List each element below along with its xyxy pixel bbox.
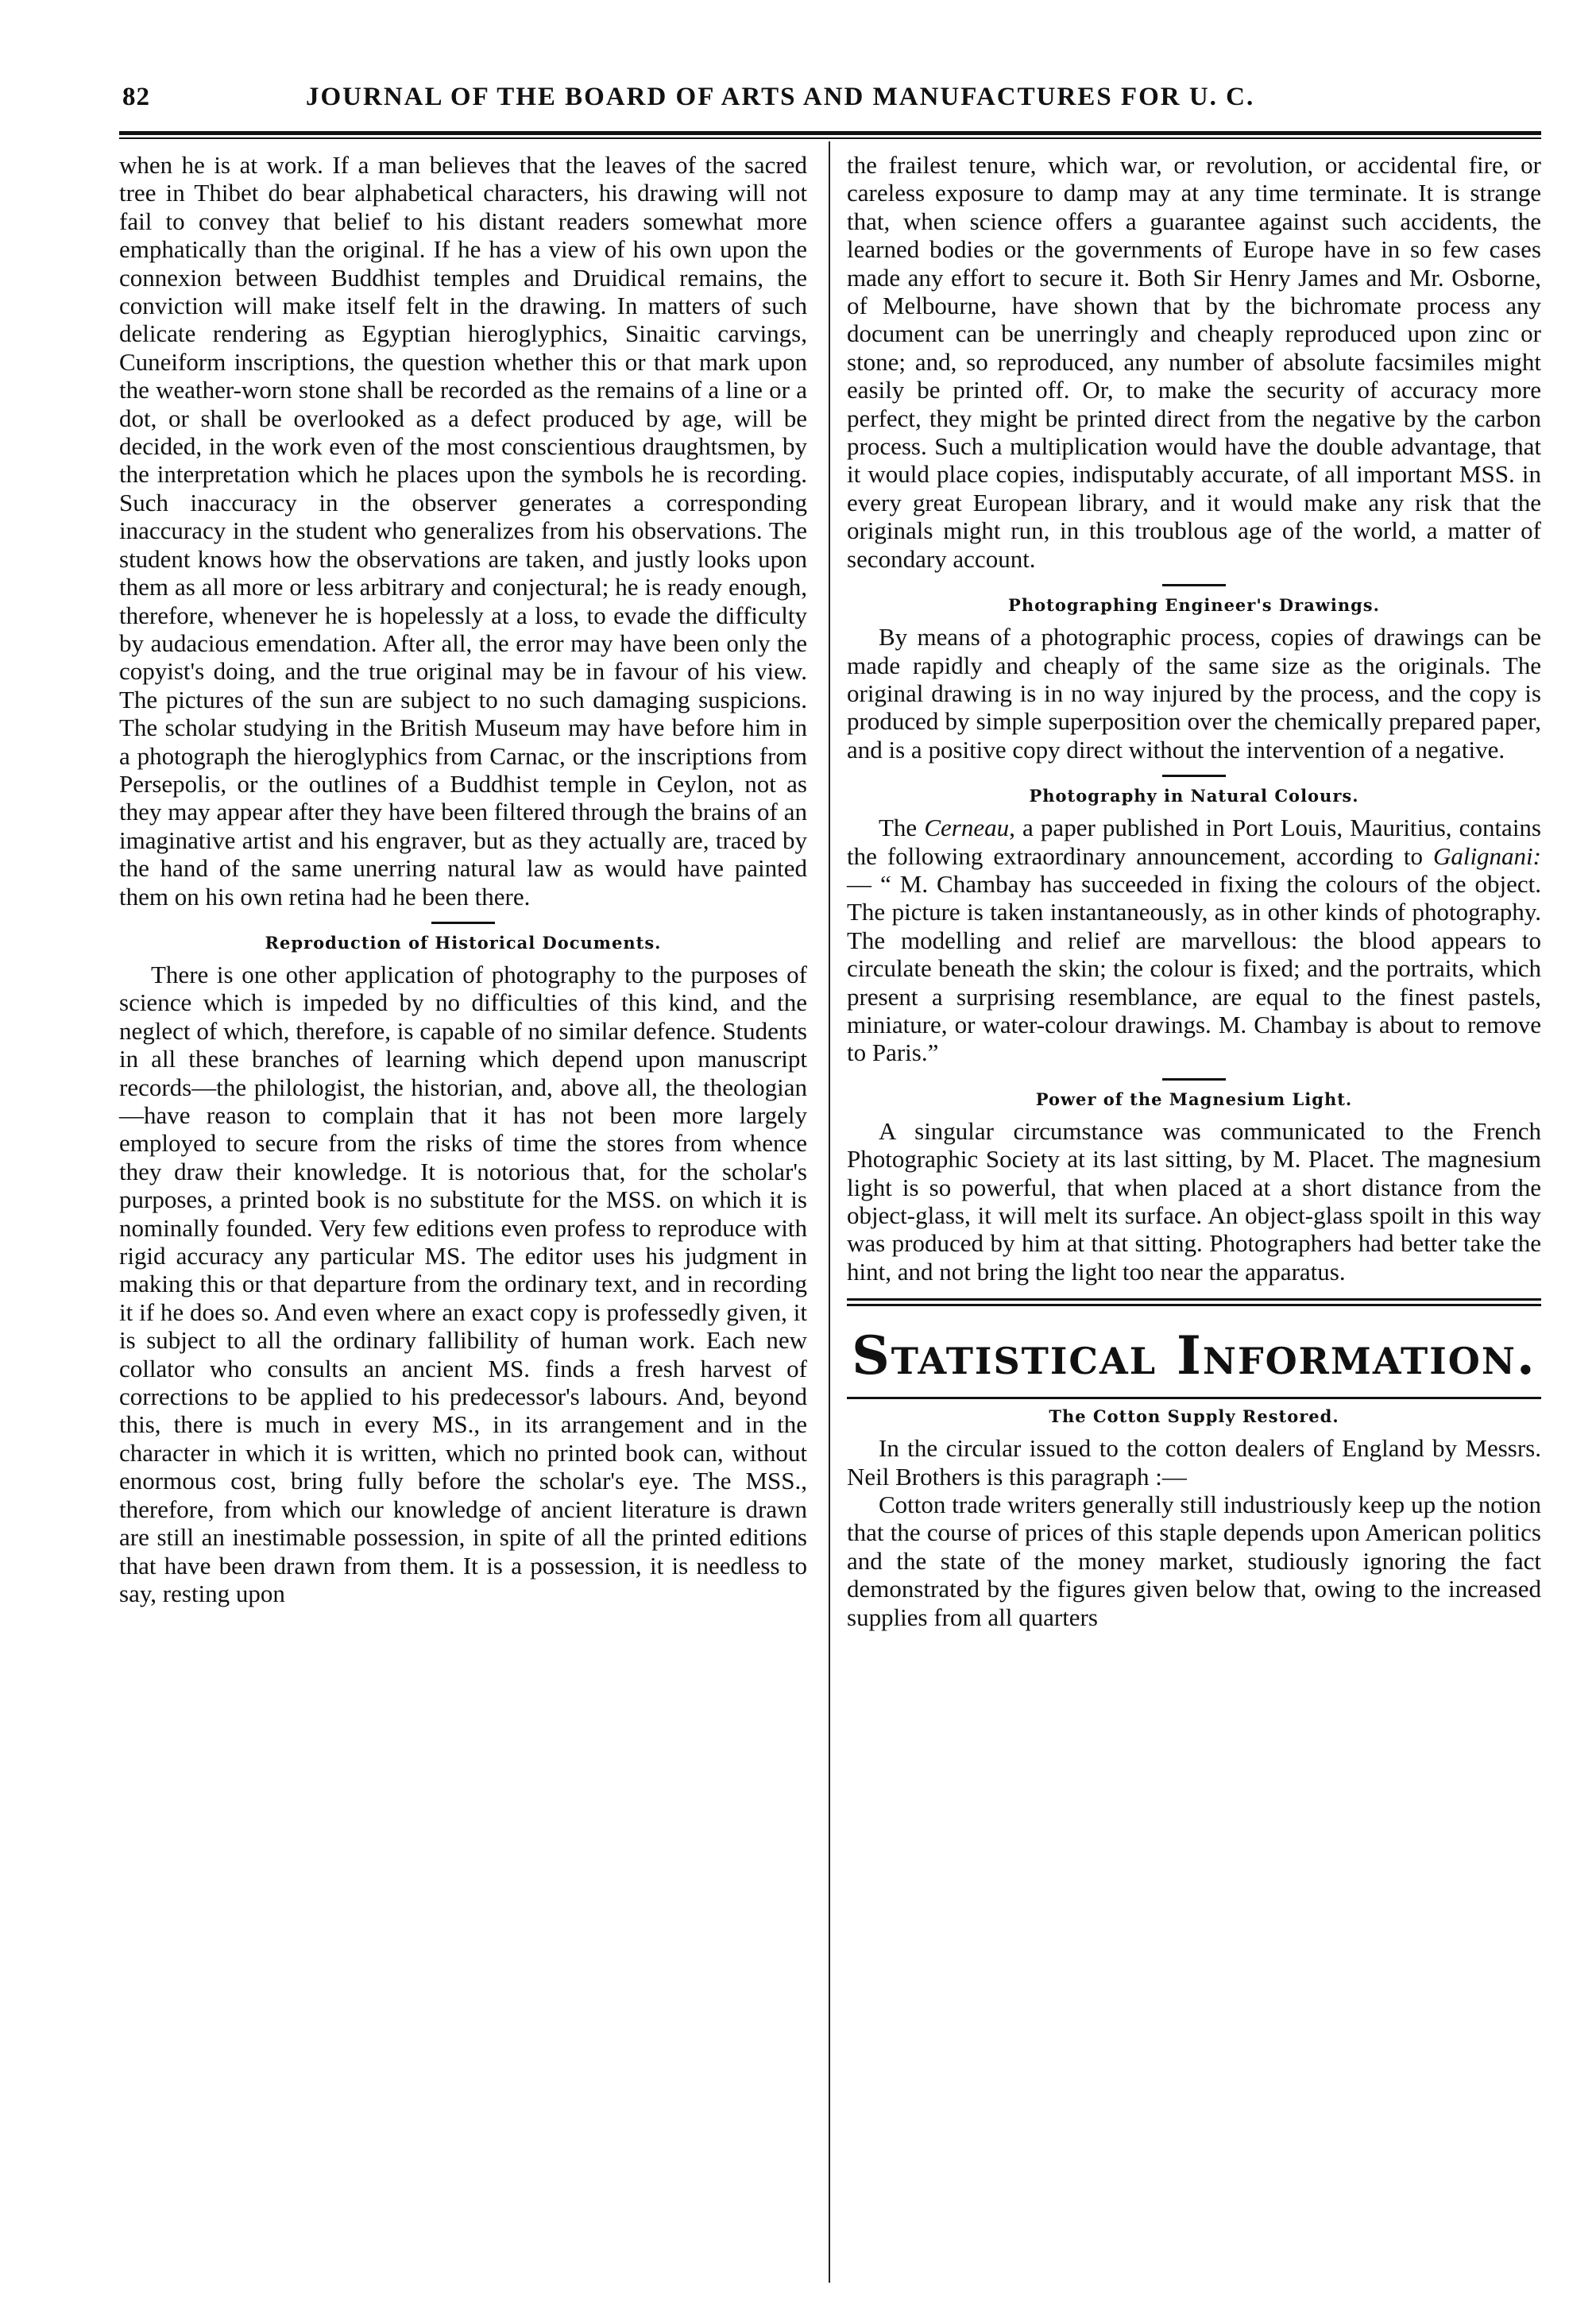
section-divider bbox=[1162, 775, 1226, 777]
left-paragraph-2: There is one other application of photography to the purposes of science which is impeded by no difficulties of this kind, and the neglect of which, therefore, is capable of no similar defence. Students in all these branches of learning which depend upon manuscript records—the philologist, the historian, and, above all, the theologian—have reason to complain that it has not been more largely employed to secure from the risks of time the stores from whence they draw their knowledge. It is notorious that, for the scholar's purposes, a printed book is no substitute for the MSS. on which it is nominally founded. Very few editions even profess to reproduce with rigid accuracy any particular MS. The editor uses his judgment in making this or that departure from the ordinary text, and in recording it if he does so. And even where an exact copy is professedly given, it is subject to all the ordinary fallibility of human work. Each new collator who consults an ancient MS. finds a fresh harvest of corrections to be applied to his predecessor's labours. And, beyond this, there is much in every MS., in its arrangement and in the character in which it is written, which no printed book can, without enormous cost, bring fully before the scholar's eye. The MSS., therefore, from which our knowledge of ancient literature is drawn are still an inestimable possession, in spite of all the printed editions that have been drawn from them. It is a possession, it is needless to say, resting upon bbox=[119, 960, 807, 1607]
paragraph-text: The bbox=[879, 814, 925, 842]
column-divider bbox=[829, 141, 830, 2283]
heading-photography-natural-colours: Photography in Natural Colours. bbox=[1029, 786, 1359, 806]
italic-name-galignani: Galignani: bbox=[1432, 841, 1541, 870]
paragraph-text: a paper published in Port Louis, Mauritius, contains the following extraordinary announcement, according to bbox=[847, 814, 1541, 870]
running-head: JOURNAL OF THE BOARD OF ARTS AND MANUFACTURES FOR U. C. bbox=[306, 83, 1255, 111]
right-paragraph-1: the frailest tenure, which war, or revolution, or accidental fire, or careless exposure to damp may at any time terminate. It is strange that, when science offers a guarantee against such accidents, the learned bodies or the governments of Europe have in so few cases made any effort to secure it. Both Sir Henry James and Mr. Osborne, of Melbourne, have shown that by the bichromate process any document can be unerringly and cheaply reproduced upon zinc or stone; and, so reproduced, any number of absolute facsimiles might easily be printed off. Or, to make the security of accuracy more perfect, they might be printed direct from the negative by the carbon process. Such a multiplication would have the double advantage, that it would place copies, indisputably accurate, of all important MSS. in every great European library, and it would make any risk that the originals might run, in this troublous age of the world, a matter of secondary account. bbox=[847, 151, 1541, 573]
heading-photographing-engineers-drawings: Photographing Engineer's Drawings. bbox=[1008, 595, 1380, 616]
right-paragraph-6: Cotton trade writers generally still industriously keep up the notion that the course of prices of this staple depends upon American politics and the state of the money market, studiously ignoring the fact demonstrated by the figures given below that, owing to the increased supplies from all quarters bbox=[847, 1491, 1541, 1631]
section-double-rule-bottom bbox=[847, 1304, 1541, 1306]
page-header bbox=[119, 78, 1549, 126]
paragraph-text: — “ M. Chambay has succeeded in fixing the colours of the object. The picture is taken instantaneously, as in other kinds of photography. The modelling and relief are marvellous: the blood appears to circulate beneath the skin; the colour is fixed; and the portraits, which present a surprising resemblance, are equal to the finest pastels, miniature, or water-colour drawings. M. Chambay is about to remove to Paris.” bbox=[847, 869, 1541, 1067]
heading-reproduction-historical-documents: Reproduction of Historical Documents. bbox=[265, 932, 662, 953]
right-column bbox=[847, 151, 1541, 1631]
italic-title-cerneau: Cerneau, bbox=[924, 814, 1015, 842]
section-title-statistical-information: Statistical Information. bbox=[852, 1324, 1536, 1387]
left-paragraph-1: when he is at work. If a man believes that the leaves of the sacred tree in Thibet do bear alphabetical characters, his drawing will not fail to convey that belief to his distant readers somewhat more emphatically than the original. If he has a view of his own upon the connexion between Buddhist temples and Druidical remains, the conviction will make itself felt in the drawing. In matters of such delicate rendering as Egyptian hieroglyphics, Sinaitic carvings, Cuneiform inscriptions, the question whether this or that mark upon the weather-worn stone shall be recorded as the remains of a line or a dot, or shall be overlooked as a defect produced by age, will be decided, in the work even of the most conscientious draughtsmen, by the interpretation which he places upon the symbols he is recording. Such inaccuracy in the observer generates a corresponding inaccuracy in the student who generalizes from his observations. The student knows how the observations are taken, and justly looks upon them as all more or less arbitrary and conjectural; he is ready enough, therefore, whenever he is hopelessly at a loss, to evade the difficulty by audacious emendation. After all, the error may have been only the copyist's doing, and the true original may be in favour of his view. The pictures of the sun are subject to no such damaging suspicions. The scholar studying in the British Museum may have before him in a photograph the hieroglyphics from Carnac, or the inscriptions from Persepolis, or the outlines of a Buddhist temple in Ceylon, not as they may appear after they have been filtered through the brains of an imaginative artist and his engraver, but as they actually are, traced by the hand of the same unerring natural law as would have painted them on his own retina had he been there. bbox=[119, 151, 807, 911]
right-paragraph-4: A singular circumstance was communicated to the French Photographic Society at its last sitting, by M. Placet. The magnesium light is so powerful, that when placed at a short distance from the object-glass, it will melt its surface. An object-glass spoilt in this way was produced by him at that sitting. Photographers had better take the hint, and not bring the light too near the apparatus. bbox=[847, 1116, 1541, 1286]
right-paragraph-5: In the circular issued to the cotton dealers of England by Messrs. Neil Brothers is this paragraph :— bbox=[847, 1434, 1541, 1491]
right-paragraph-2: By means of a photographic process, copies of drawings can be made rapidly and cheaply of the same size as the originals. The original drawing is in no way injured by the process, and the copy is produced by simple superposition over the chemically prepared paper, and is a positive copy direct without the intervention of a negative. bbox=[847, 623, 1541, 764]
header-rule-thin bbox=[119, 137, 1541, 139]
right-paragraph-3 bbox=[847, 814, 1541, 1067]
section-title-rule bbox=[847, 1397, 1541, 1399]
section-divider bbox=[1162, 1078, 1226, 1081]
heading-power-magnesium-light: Power of the Magnesium Light. bbox=[1035, 1089, 1353, 1109]
page-number: 82 bbox=[122, 83, 150, 111]
heading-cotton-supply-restored: The Cotton Supply Restored. bbox=[1049, 1406, 1339, 1427]
section-divider bbox=[1162, 584, 1226, 586]
left-column bbox=[119, 151, 807, 1607]
header-rule-thick bbox=[119, 131, 1541, 135]
section-divider bbox=[431, 922, 495, 924]
section-double-rule-top bbox=[847, 1298, 1541, 1301]
